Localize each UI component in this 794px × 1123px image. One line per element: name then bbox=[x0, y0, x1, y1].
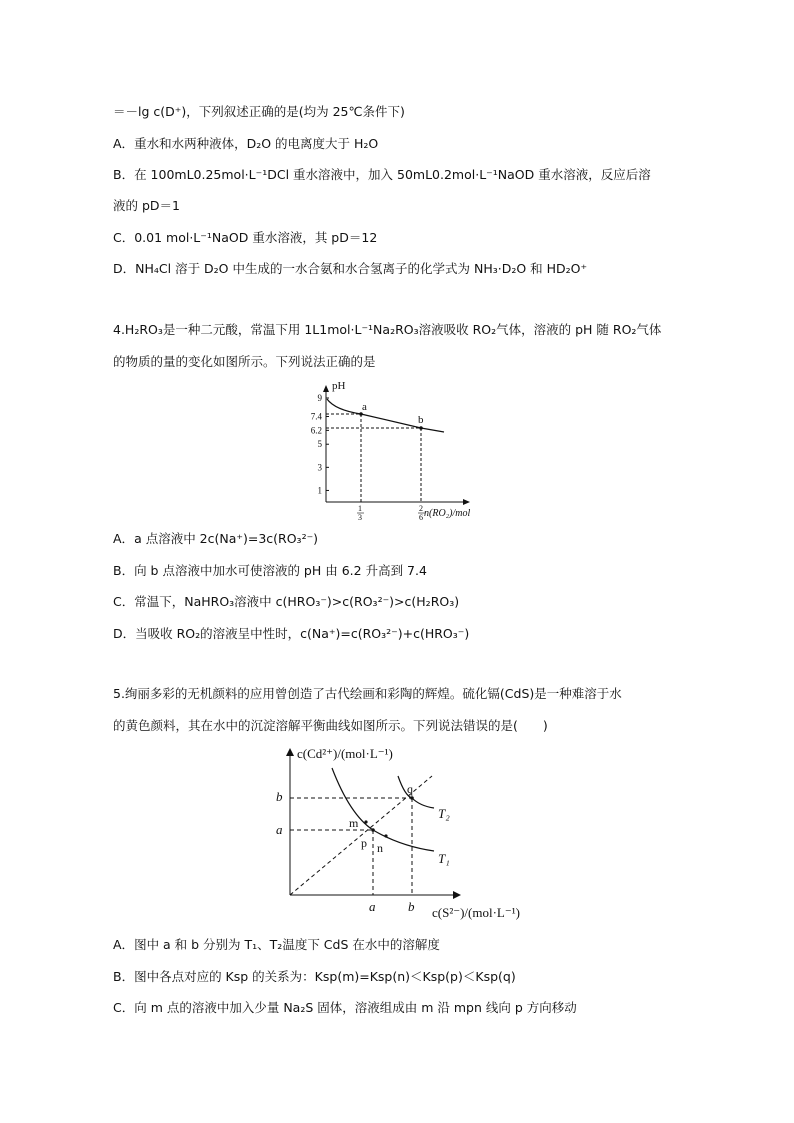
option-label: B． bbox=[113, 167, 135, 182]
point-n-label: n bbox=[377, 841, 383, 855]
y-axis-label: pH bbox=[332, 380, 346, 392]
x-axis-arrow bbox=[453, 891, 461, 899]
option-label: A． bbox=[113, 937, 135, 952]
x-tick-a-den: 3 bbox=[358, 513, 362, 522]
x-tick-b-den: 6 bbox=[419, 513, 423, 522]
y-tick-label: 5 bbox=[317, 439, 322, 450]
option-text: 图中 a 和 b 分别为 T₁、T₂温度下 CdS 在水中的溶解度 bbox=[134, 937, 440, 952]
option-text: 0.01 mol·L⁻¹NaOD 重水溶液，其 pD＝12 bbox=[134, 230, 378, 245]
y-tick-label: 9 bbox=[317, 393, 322, 403]
option-label: C． bbox=[113, 594, 135, 609]
q5-option-c bbox=[113, 1000, 577, 1016]
t1-label: T₁ bbox=[438, 851, 450, 866]
q4-stem-2: 的物质的量的变化如图所示。下列说法正确的是 bbox=[113, 354, 376, 369]
option-label: B． bbox=[113, 969, 135, 984]
point-p-label: p bbox=[361, 836, 367, 850]
y-tick-a: a bbox=[276, 822, 283, 837]
point-q-marker bbox=[410, 796, 414, 800]
q4-stem-1: 4.H₂RO₃是一种二元酸，常温下用 1L1mol·L⁻¹Na₂RO₃溶液吸收 RO₂气体，溶液的 pH 随 RO₂气体 bbox=[113, 322, 662, 337]
y-axis-label: c(Cd²⁺)/(mol·L⁻¹) bbox=[297, 746, 393, 761]
q5-option-a bbox=[113, 937, 440, 953]
y-tick-label: 7.4 bbox=[310, 411, 322, 422]
curve-t2 bbox=[398, 776, 434, 808]
option-text: 在 100mL0.25mol·L⁻¹DCl 重水溶液中，加入 50mL0.2mol·L⁻¹NaOD 重水溶液，反应后溶 bbox=[134, 167, 651, 182]
x-tick-b: b bbox=[408, 899, 415, 914]
point-m-label: m bbox=[349, 816, 359, 830]
point-q-label: q bbox=[407, 782, 413, 796]
option-text: 常温下，NaHRO₃溶液中 c(HRO₃⁻)>c(RO₃²⁻)>c(H₂RO₃) bbox=[134, 594, 460, 609]
option-text: 图中各点对应的 Ksp 的关系为：Ksp(m)=Ksp(n)＜Ksp(p)＜Ksp(q) bbox=[134, 969, 516, 984]
option-label: C． bbox=[113, 1000, 135, 1015]
q5-option-b bbox=[113, 969, 516, 985]
option-label: A． bbox=[113, 531, 135, 546]
option-label: D． bbox=[113, 626, 136, 641]
option-text: 重水和水两种液体，D₂O 的电离度大于 H₂O bbox=[134, 136, 379, 151]
option-label: C． bbox=[113, 230, 135, 245]
q3-intro: ＝－lg c(D⁺)，下列叙述正确的是(均为 25℃条件下) bbox=[113, 104, 405, 119]
point-b-label: b bbox=[418, 414, 424, 426]
y-tick-b: b bbox=[276, 789, 283, 804]
option-text: 当吸收 RO₂的溶液呈中性时，c(Na⁺)=c(RO₃²⁻)+c(HRO₃⁻) bbox=[135, 626, 470, 641]
point-m-marker bbox=[364, 820, 367, 823]
x-axis-label: n(RO₂)/mol bbox=[424, 508, 471, 519]
y-tick-label: 1 bbox=[317, 485, 322, 496]
option-text: NH₄Cl 溶于 D₂O 中生成的一水合氨和水合氢离子的化学式为 NH₃·D₂O 和 HD₂O⁺ bbox=[135, 261, 588, 276]
y-tick-label: 3 bbox=[317, 462, 322, 473]
q5-stem-1: 5.绚丽多彩的无机颜料的应用曾创造了古代绘画和彩陶的辉煌。硫化镉(CdS)是一种难溶于水 bbox=[113, 686, 622, 701]
q5-stem-2: 的黄色颜料，其在水中的沉淀溶解平衡曲线如图所示。下列说法错误的是( ) bbox=[113, 718, 548, 733]
x-tick-b-num: 2 bbox=[419, 504, 423, 513]
option-label: B． bbox=[113, 563, 135, 578]
option-text: a 点溶液中 2c(Na⁺)=3c(RO₃²⁻) bbox=[134, 531, 319, 546]
t2-label: T₂ bbox=[438, 806, 450, 821]
option-label: D． bbox=[113, 261, 136, 276]
option-label: A． bbox=[113, 136, 135, 151]
x-axis-label: c(S²⁻)/(mol·L⁻¹) bbox=[432, 905, 520, 920]
point-p-marker bbox=[371, 828, 375, 832]
point-a-label: a bbox=[362, 401, 367, 413]
option-text: 向 m 点的溶液中加入少量 Na₂S 固体，溶液组成由 m 沿 mpn 线向 p 方向移动 bbox=[134, 1000, 577, 1015]
x-tick-a-num: 1 bbox=[358, 504, 362, 513]
option-text: 液的 pD＝1 bbox=[113, 198, 180, 213]
curve-t1 bbox=[332, 768, 434, 851]
option-text: 向 b 点溶液中加水可使溶液的 pH 由 6.2 升高到 7.4 bbox=[134, 563, 427, 578]
y-tick-label: 6.2 bbox=[310, 425, 322, 436]
point-n-marker bbox=[384, 834, 387, 837]
y-axis-arrow bbox=[286, 748, 294, 756]
x-tick-a: a bbox=[369, 899, 376, 914]
